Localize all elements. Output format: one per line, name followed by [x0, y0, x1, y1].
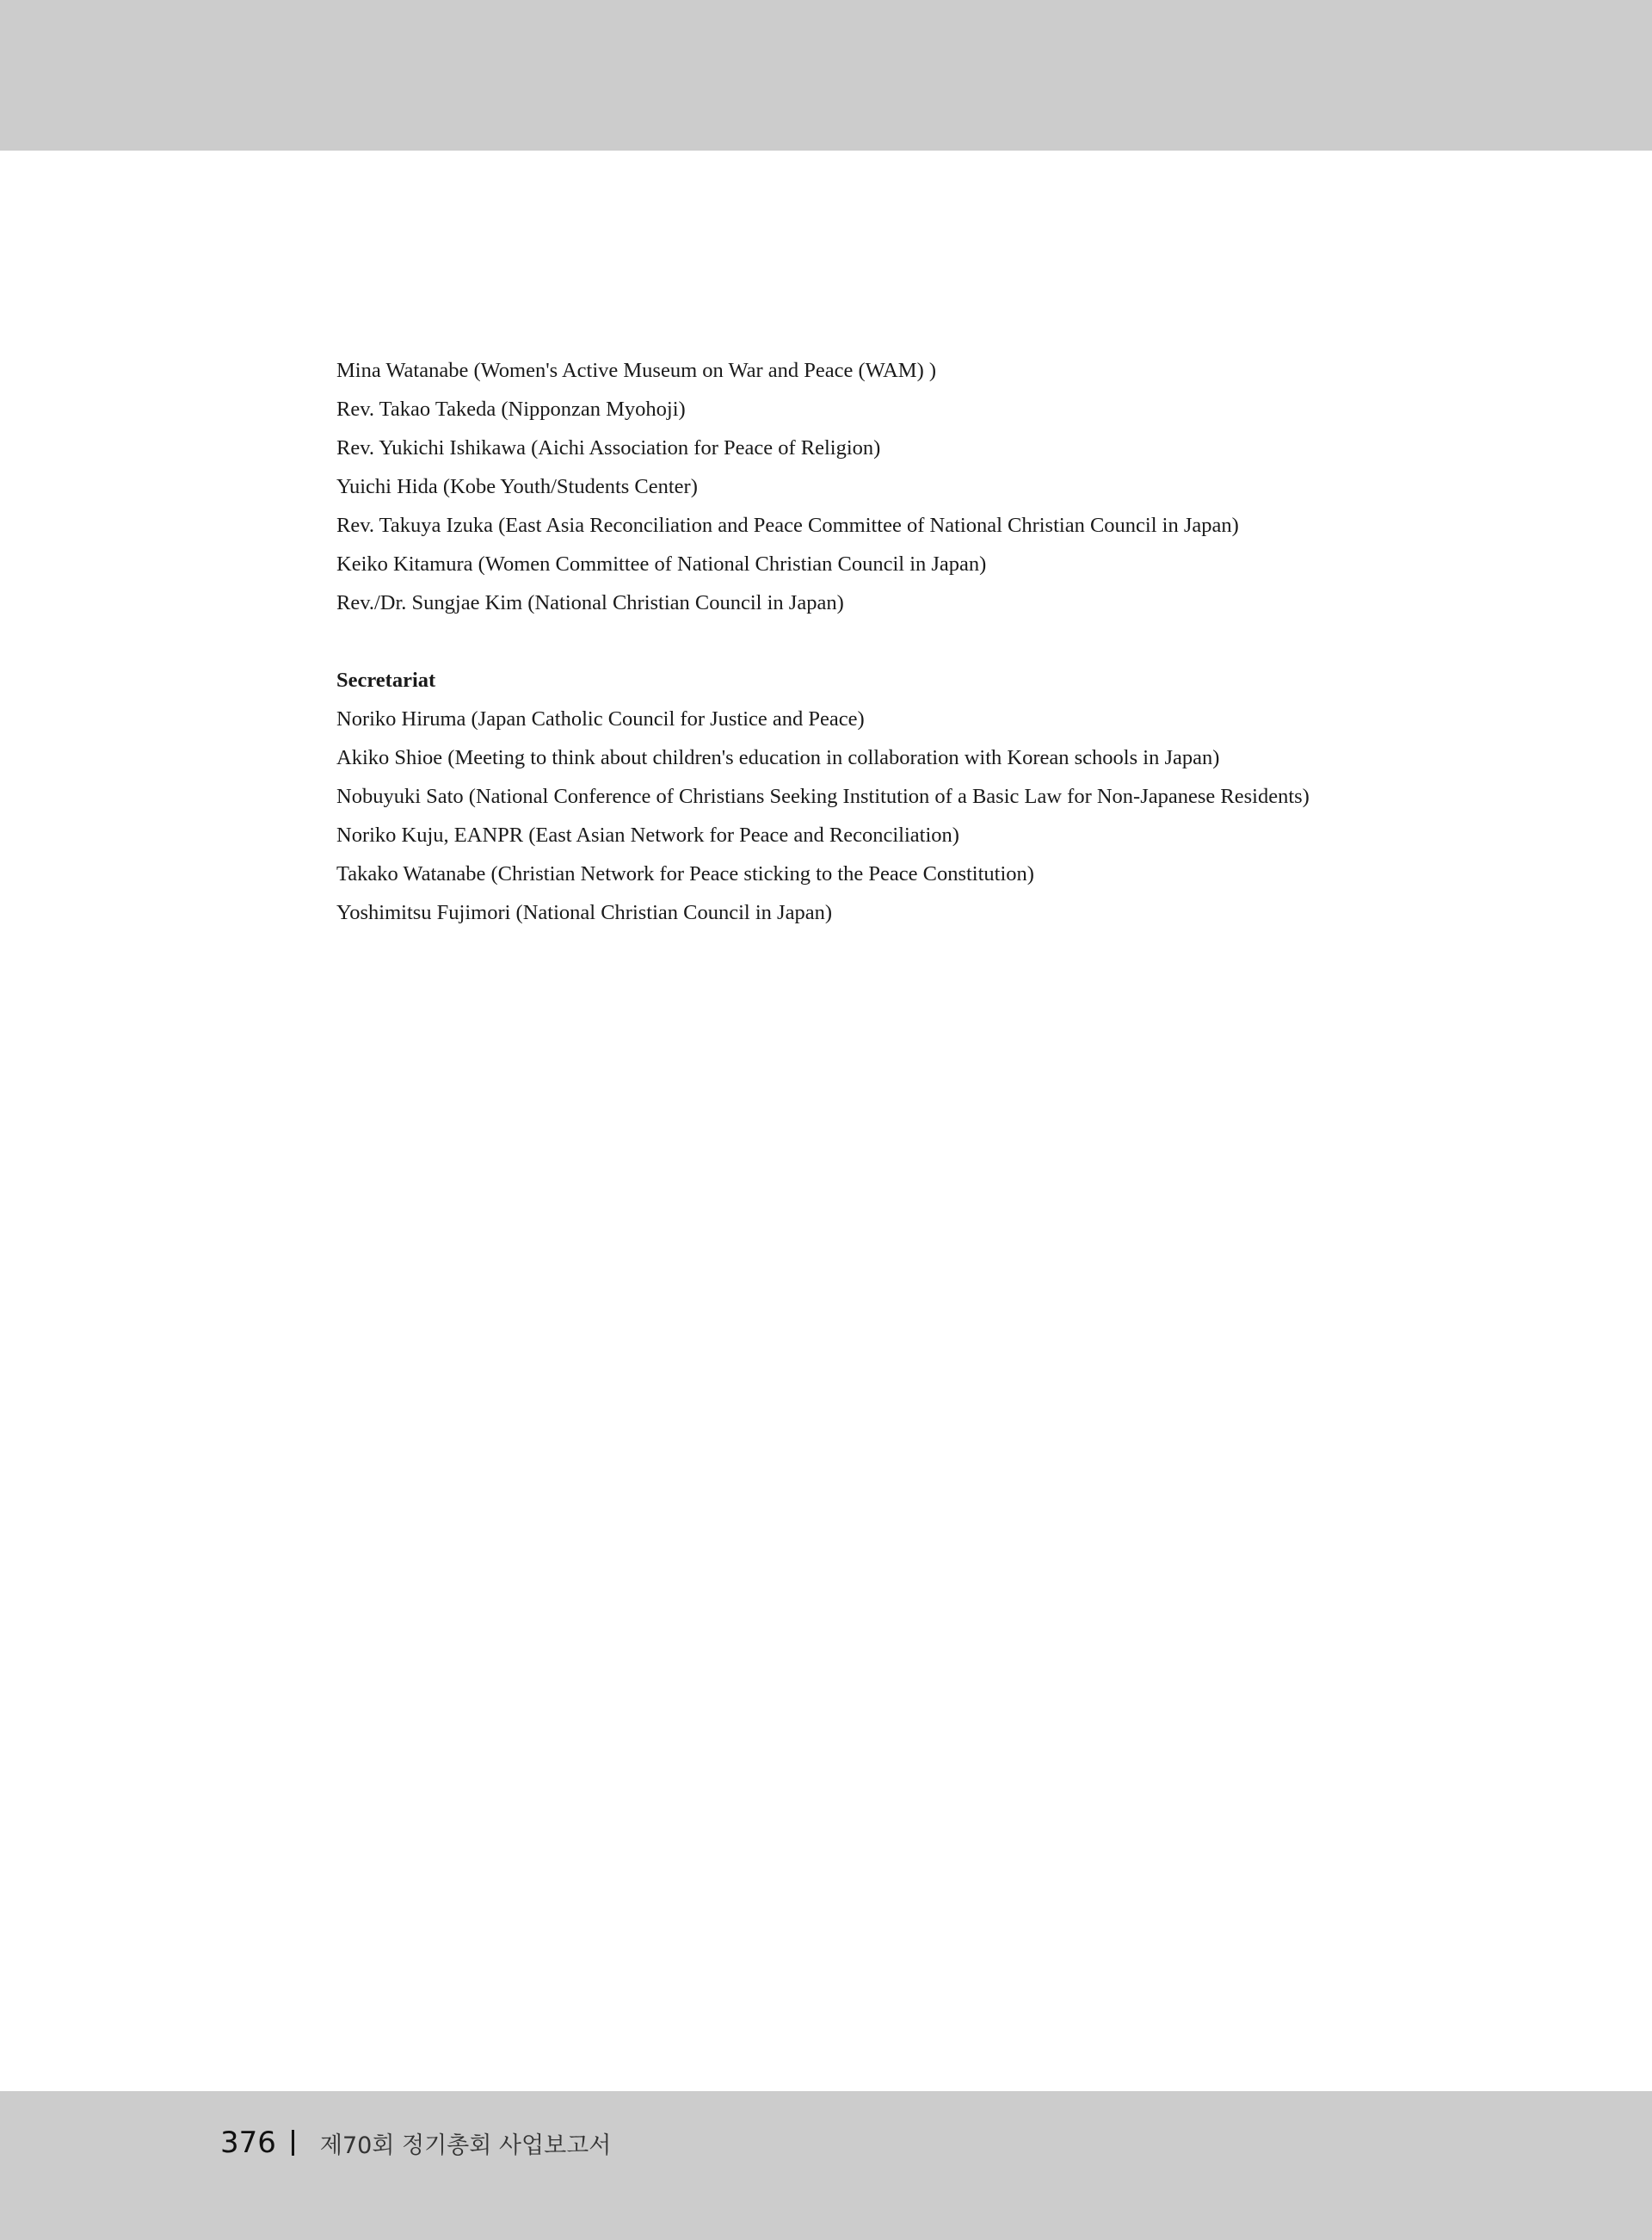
- participant-entry: Yuichi Hida (Kobe Youth/Students Center): [336, 475, 698, 498]
- participant-entry: Rev. Yukichi Ishikawa (Aichi Association for Peace of Religion): [336, 436, 881, 460]
- secretariat-entry: Nobuyuki Sato (National Conference of Christians Seeking Institution of a Basic Law for Non-Japanese Residents): [336, 785, 1310, 808]
- secretariat-entry: Yoshimitsu Fujimori (National Christian Council in Japan): [336, 901, 832, 924]
- page-number: 376: [220, 2126, 276, 2160]
- page-footer: [220, 2121, 611, 2164]
- section-spacer: [336, 622, 1541, 661]
- footer-band: [0, 2091, 1652, 2240]
- secretariat-entry: Takako Watanabe (Christian Network for Peace sticking to the Peace Constitution): [336, 862, 1034, 886]
- header-band: [0, 0, 1652, 151]
- participant-entry: Rev. Takuya Izuka (East Asia Reconciliation and Peace Committee of National Christian Council in Japan): [336, 514, 1239, 537]
- report-title: 제70회 정기총회 사업보고서: [319, 2132, 612, 2159]
- secretariat-entry: Noriko Hiruma (Japan Catholic Council for Justice and Peace): [336, 707, 865, 731]
- footer-divider: [292, 2130, 294, 2156]
- document-body: [336, 351, 1541, 932]
- participant-entry: Keiko Kitamura (Women Committee of National Christian Council in Japan): [336, 552, 987, 576]
- participant-entry: Rev. Takao Takeda (Nipponzan Myohoji): [336, 398, 686, 421]
- secretariat-entry: Noriko Kuju, EANPR (East Asian Network for Peace and Reconciliation): [336, 824, 959, 847]
- secretariat-heading: Secretariat: [336, 669, 436, 692]
- secretariat-entry: Akiko Shioe (Meeting to think about children's education in collaboration with Korean schools in Japan): [336, 746, 1220, 769]
- participant-entry: Mina Watanabe (Women's Active Museum on War and Peace (WAM) ): [336, 359, 937, 382]
- participant-entry: Rev./Dr. Sungjae Kim (National Christian Council in Japan): [336, 591, 844, 614]
